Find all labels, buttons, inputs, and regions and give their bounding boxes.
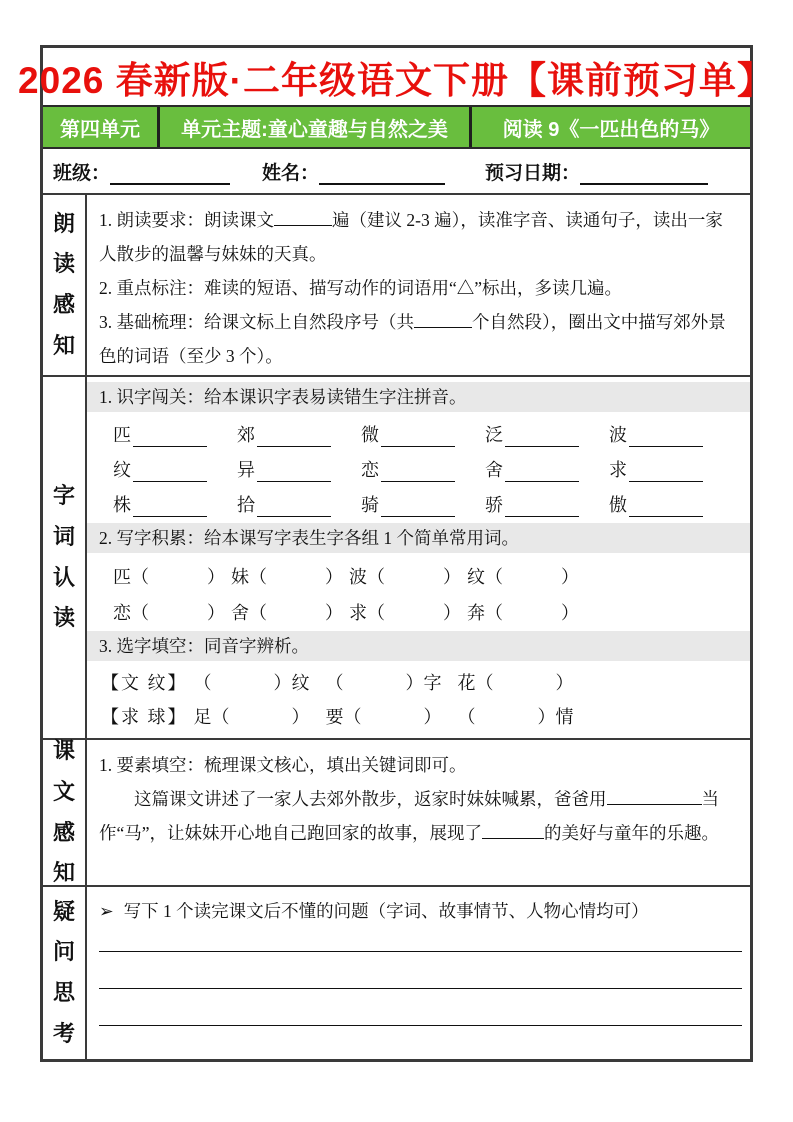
- pinyin-item: [237, 456, 361, 482]
- word-char: 匹: [113, 567, 131, 587]
- pinyin-char: 郊: [237, 425, 255, 445]
- word-char: 妹: [231, 567, 249, 587]
- write-line: [99, 928, 742, 952]
- pinyin-blank: [629, 516, 703, 517]
- pinyin-char: 傲: [609, 495, 627, 515]
- word-item: [349, 599, 467, 625]
- pinyin-row: [87, 482, 750, 517]
- pinyin-char: 异: [237, 460, 255, 480]
- word-char: 纹: [467, 567, 485, 587]
- reading-item-3: 3. 基础梳理：给课文标上自然段序号（共 个自然段），圈出文中描写郊外景色的词语（至少 3 个）。: [99, 305, 738, 373]
- question-content: [87, 887, 750, 1059]
- pinyin-blank: [133, 446, 207, 447]
- pinyin-blank: [257, 516, 331, 517]
- paren-close: ）: [555, 673, 574, 693]
- homophone-item: （ ）字: [325, 673, 442, 693]
- pinyin-item: [237, 421, 361, 447]
- paren-close: ）: [561, 567, 579, 587]
- pinyin-blank: [505, 481, 579, 482]
- word-item: [467, 599, 585, 625]
- paren-close: ）: [443, 567, 461, 587]
- pinyin-char: 骄: [485, 495, 503, 515]
- paren-close: ）: [561, 603, 579, 623]
- homophone-row: [87, 695, 750, 729]
- question-prompt: [87, 887, 750, 928]
- word-char: 求: [349, 603, 367, 623]
- word-char: 奔: [467, 603, 485, 623]
- pinyin-item: [609, 421, 733, 447]
- text-summary-paragraph: 这篇课文讲述了一家人去郊外散步，返家时妹妹喊累，爸爸用 当作“马”，让妹妹开心地自己跑回家的故事，展现了 的美好与童年的乐趣。: [99, 782, 738, 850]
- paren-open: （: [131, 603, 149, 623]
- paren-open: （: [249, 567, 267, 587]
- paren-close: ）: [325, 603, 343, 623]
- paren-close: ）: [325, 567, 343, 587]
- fill-blank-object: [607, 786, 702, 805]
- name-field: [262, 158, 485, 185]
- section-label-question: 疑问思考: [43, 887, 87, 1059]
- pinyin-item: [361, 421, 485, 447]
- pinyin-char: 微: [361, 425, 379, 445]
- homophone-key: 【文 纹】: [101, 673, 188, 693]
- name-blank: [319, 163, 445, 185]
- paren-open: （: [211, 707, 230, 727]
- pinyin-char: 匹: [113, 425, 131, 445]
- write-line: [99, 952, 742, 989]
- paren-open: （: [367, 567, 385, 587]
- fill-blank-theme: [482, 820, 544, 839]
- unit-cell: 第四单元: [60, 118, 140, 141]
- page-title: 2026 春新版·二年级语文下册【课前预习单】: [18, 59, 775, 101]
- word-item: [113, 599, 231, 625]
- lesson-cell: 阅读 9《一匹出色的马》: [469, 107, 750, 147]
- pinyin-blank: [133, 481, 207, 482]
- word-char: 恋: [113, 603, 131, 623]
- paren-close: ）: [423, 707, 442, 727]
- word-item: [231, 563, 349, 589]
- homophone-row: [87, 661, 750, 695]
- word-char: 波: [349, 567, 367, 587]
- name-label: 姓名：: [262, 162, 320, 184]
- pinyin-row: [87, 412, 750, 447]
- paren-close: ）: [291, 707, 310, 727]
- class-field: [53, 158, 262, 185]
- homophone-item: 花（ ）: [457, 673, 574, 693]
- task-header-pinyin: 1. 识字闯关：给本课识字表易读错生字注拼音。: [87, 382, 750, 412]
- pinyin-char: 骑: [361, 495, 379, 515]
- text-task-title: 1. 要素填空：梳理课文核心，填出关键词即可。: [99, 755, 467, 775]
- paren-open: （: [193, 673, 212, 693]
- pinyin-blank: [381, 446, 455, 447]
- paren-open: （: [475, 673, 494, 693]
- pinyin-char: 纹: [113, 460, 131, 480]
- task-header-homophones: 3. 选字填空：同音字辨析。: [87, 631, 750, 661]
- unit-bar: [43, 105, 750, 149]
- word-item: [467, 563, 585, 589]
- write-line: [99, 989, 742, 1026]
- paren-open: （: [485, 603, 503, 623]
- word-row: [87, 553, 750, 589]
- paren-open: （: [367, 603, 385, 623]
- task-header-words: 2. 写字积累：给本课写字表生字各组 1 个简单常用词。: [87, 523, 750, 553]
- paren-open: （: [131, 567, 149, 587]
- pinyin-blank: [257, 481, 331, 482]
- word-item: [231, 599, 349, 625]
- pinyin-char: 拾: [237, 495, 255, 515]
- pinyin-blank: [257, 446, 331, 447]
- paren-open: （: [249, 603, 267, 623]
- reading-item-1: 1. 朗读要求：朗读课文 遍（建议 2-3 遍），读准字音、读通句子，读出一家人散步的温馨与妹妹的天真。: [99, 203, 738, 271]
- paren-open: （: [343, 707, 362, 727]
- pinyin-item: [485, 421, 609, 447]
- section-reading-perception: [43, 193, 750, 375]
- word-item: [113, 563, 231, 589]
- pinyin-item: [361, 491, 485, 517]
- section-question-thinking: [43, 885, 750, 1059]
- fill-blank-paragraph-count: [414, 309, 472, 328]
- date-field: [485, 158, 708, 185]
- date-blank: [580, 163, 708, 185]
- paren-close: ）: [273, 673, 292, 693]
- title-row: [18, 48, 775, 105]
- theme-cell: 单元主题:童心童趣与自然之美: [157, 107, 469, 147]
- info-row: [43, 149, 750, 193]
- question-prompt-text: 写下 1 个读完课文后不懂的问题（字词、故事情节、人物心情均可）: [123, 901, 649, 921]
- pinyin-item: [113, 421, 237, 447]
- pinyin-item: [113, 456, 237, 482]
- pinyin-blank: [133, 516, 207, 517]
- paren-open: （: [485, 567, 503, 587]
- pinyin-char: 波: [609, 425, 627, 445]
- homophone-item: （ ）纹: [193, 673, 310, 693]
- pinyin-blank: [629, 446, 703, 447]
- word-row: [87, 589, 750, 625]
- pinyin-item: [609, 491, 733, 517]
- date-label: 预习日期：: [485, 162, 581, 184]
- homophone-item: 要（ ）: [325, 707, 442, 727]
- paren-close: ）: [443, 603, 461, 623]
- pinyin-char: 株: [113, 495, 131, 515]
- pinyin-blank: [381, 481, 455, 482]
- fill-blank-times: [274, 207, 332, 226]
- class-blank: [110, 163, 230, 185]
- reading-content: [87, 195, 750, 375]
- pinyin-item: [113, 491, 237, 517]
- paren-open: （: [325, 673, 344, 693]
- pinyin-char: 恋: [361, 460, 379, 480]
- word-char: 舍: [231, 603, 249, 623]
- pinyin-blank: [505, 516, 579, 517]
- homophone-key: 【求 球】: [101, 707, 188, 727]
- paren-close: ）: [537, 707, 556, 727]
- pinyin-item: [361, 456, 485, 482]
- pinyin-item: [485, 491, 609, 517]
- paren-close: ）: [207, 603, 225, 623]
- homophone-item: 足（ ）: [193, 707, 310, 727]
- arrow-bullet-icon: ➢: [99, 901, 114, 921]
- paren-close: ）: [405, 673, 424, 693]
- pinyin-blank: [381, 516, 455, 517]
- text-content: [87, 740, 750, 885]
- pinyin-item: [609, 456, 733, 482]
- reading-item-2: 2. 重点标注：难读的短语、描写动作的词语用“△”标出，多读几遍。: [99, 278, 623, 298]
- pinyin-row: [87, 447, 750, 482]
- pinyin-item: [237, 491, 361, 517]
- class-label: 班级：: [53, 162, 111, 184]
- word-item: [349, 563, 467, 589]
- pinyin-blank: [629, 481, 703, 482]
- worksheet-page: [18, 45, 775, 1062]
- section-label-words: 字词认读: [43, 377, 87, 738]
- section-text-perception: [43, 738, 750, 885]
- pinyin-char: 求: [609, 460, 627, 480]
- words-content: [87, 377, 750, 738]
- section-label-text: 课文感知: [43, 740, 87, 885]
- pinyin-item: [485, 456, 609, 482]
- paren-close: ）: [207, 567, 225, 587]
- homophone-item: （ ）情: [457, 707, 574, 727]
- paren-open: （: [457, 707, 476, 727]
- pinyin-char: 泛: [485, 425, 503, 445]
- section-label-reading: 朗读感知: [43, 195, 87, 375]
- section-word-recognition: [43, 375, 750, 738]
- pinyin-blank: [505, 446, 579, 447]
- pinyin-char: 舍: [485, 460, 503, 480]
